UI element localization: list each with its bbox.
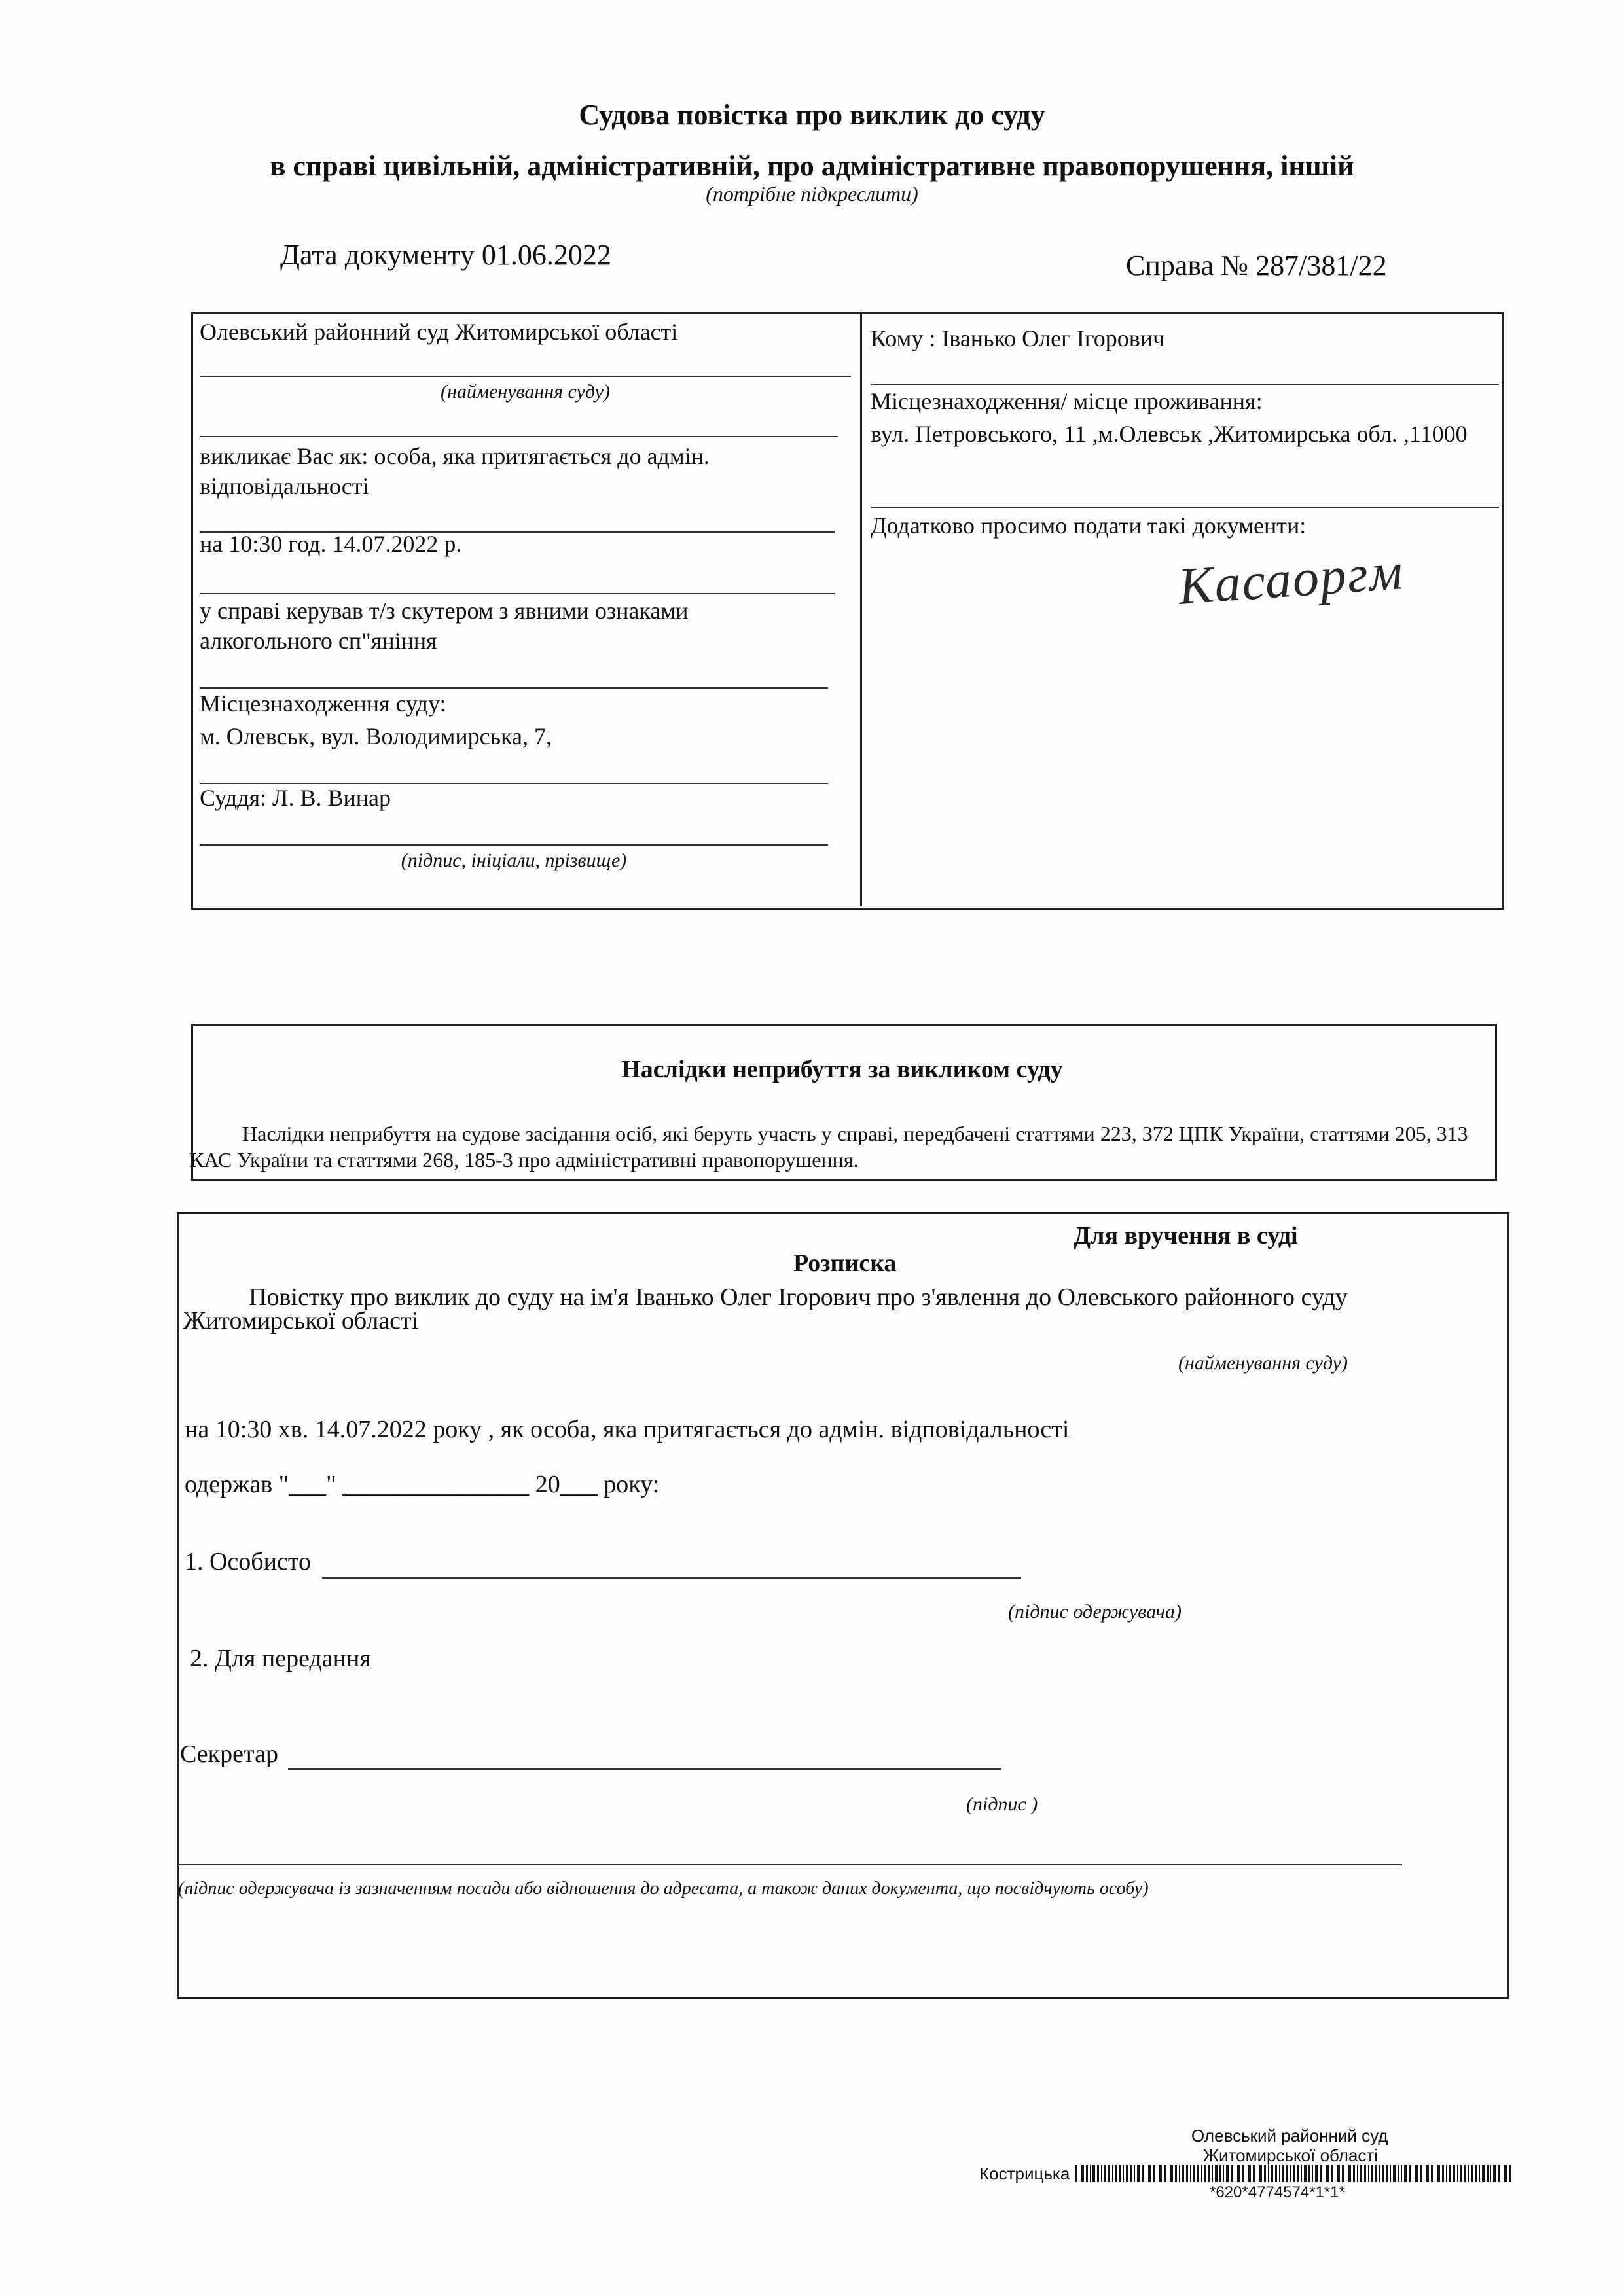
case-description: у справі керував т/з скутером з явними ознаками алкогольного сп"яніння (200, 598, 689, 654)
court-location-label: Місцезнаходження суду: (200, 691, 446, 717)
receipt-line-2: Житомирської області (183, 1307, 419, 1335)
court-location: м. Олевськ, вул. Володимирська, 7, (200, 723, 552, 749)
hearing-time: на 10:30 год. 14.07.2022 р. (200, 531, 462, 557)
consequences-title: Наслідки неприбуття за викликом суду (621, 1056, 1063, 1083)
summons-as: викликає Вас як: особа, яка притягається до адмін. відповідальності (200, 443, 710, 499)
receipt-title: Розписка (793, 1249, 897, 1277)
summons-divider (860, 313, 862, 906)
title-line-1: Судова повістка про виклик до суду (579, 99, 1045, 131)
judge-sign-line (200, 844, 828, 846)
secretary-sign-caption: (підпис ) (966, 1793, 1038, 1815)
barcode-code: *620*4774574*1*1* (1210, 2183, 1345, 2201)
clerk-name: Кострицька (979, 2164, 1070, 2183)
court-caption: (найменування суду) (441, 381, 610, 403)
received-date-line: одержав "___" _______________ 20___ року: (185, 1471, 660, 1498)
bottom-caption: (підпис одержувача із зазначенням посади або відношення до адресата, а також даних документа, що посвідчують особу) (178, 1878, 1149, 1899)
stamp-court-line-1: Олевський районний суд (1191, 2126, 1388, 2145)
document-date: Дата документу 01.06.2022 (280, 239, 611, 271)
handwritten-note: Касаоргм (1176, 543, 1406, 616)
bottom-sign-line[interactable] (178, 1864, 1402, 1865)
secretary-label: Секретар (180, 1740, 278, 1768)
stamp-court-line-2: Житомирської області (1203, 2145, 1379, 2165)
address-line (871, 507, 1499, 508)
recipient: Кому : Іванько Олег Ігорович (871, 325, 1165, 351)
consequences-text: Наслідки неприбуття на судове засідання осіб, які беруть участь у справі, передбачені статтями 223, 372 ЦПК України, статтями 205, 313 КАС України та статтями 268, 185-3 про адміністративні правопорушення. (190, 1122, 1468, 1172)
barcode (1075, 2165, 1513, 2182)
summons-as-line-top (200, 436, 838, 437)
recipient-line (871, 384, 1499, 385)
address-label: Місцезнаходження/ місце проживання: (871, 388, 1263, 414)
title-line-2: в справі цивільній, адміністративній, про адміністративне правопорушення, іншій (270, 150, 1354, 182)
transfer-label: 2. Для передання (190, 1645, 371, 1672)
court-name: Олевський районний суд Житомирської області (200, 319, 678, 345)
receipt-line-1: Повістку про виклик до суду на ім'я Іванько Олег Ігорович про з'явлення до Олевського районного суду (249, 1283, 1348, 1311)
recipient-address: вул. Петровського, 11 ,м.Олевськ ,Житомирська обл. ,11000 (871, 421, 1468, 447)
receipt-time-line: на 10:30 хв. 14.07.2022 року , як особа, яка притягається до адмін. відповідальності (185, 1416, 1070, 1443)
personally-sign-line[interactable] (322, 1577, 1021, 1579)
for-court-delivery: Для вручення в суді (1074, 1222, 1298, 1249)
underline-note: (потрібне підкреслити) (706, 182, 918, 206)
judge-caption: (підпис, ініціали, прізвище) (401, 850, 627, 871)
personally-label: 1. Особисто (185, 1548, 311, 1575)
recipient-sign-caption: (підпис одержувача) (1008, 1601, 1182, 1623)
case-number: Справа № 287/381/22 (1126, 249, 1387, 281)
court-name-line (200, 376, 851, 377)
judge: Суддя: Л. В. Винар (200, 785, 391, 811)
secretary-sign-line[interactable] (288, 1768, 1001, 1770)
case-desc-line-top (200, 593, 835, 594)
receipt-court-caption: (найменування суду) (1178, 1352, 1348, 1374)
extra-docs-label: Додатково просимо подати такі документи: (871, 512, 1307, 539)
